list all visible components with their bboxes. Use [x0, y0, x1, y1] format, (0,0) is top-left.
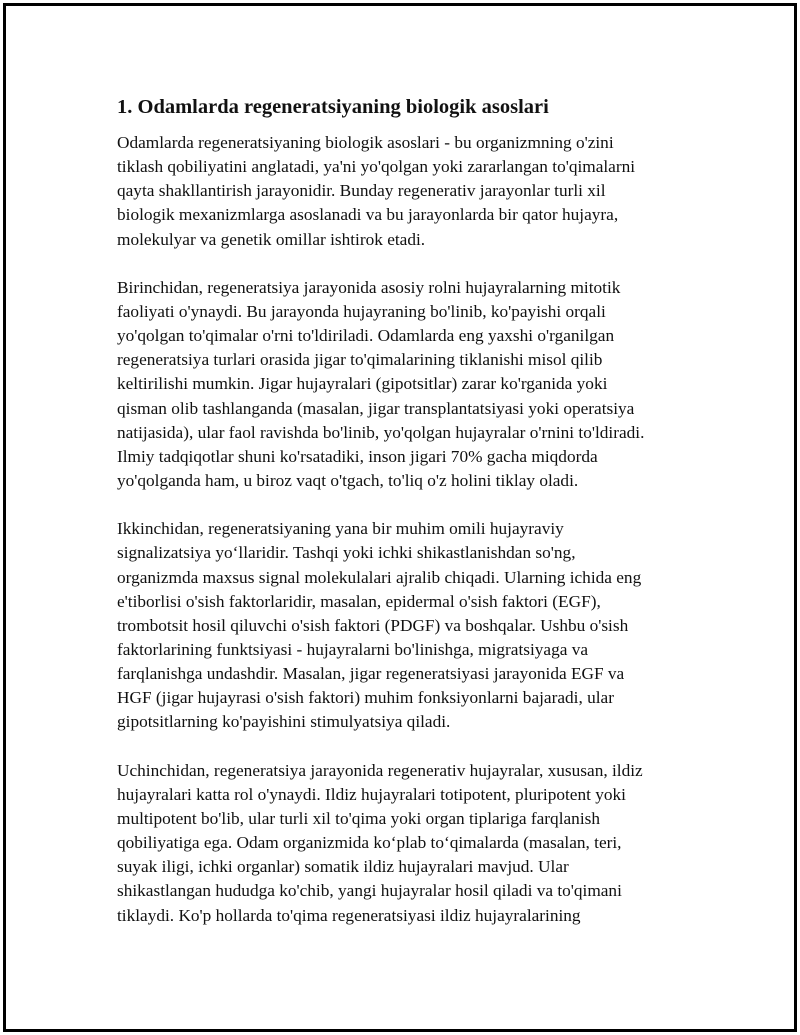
paragraph-third: Uchinchidan, regeneratsiya jarayonida regenerativ hujayralar, xususan, ildiz hujayralari katta rol o'ynaydi. Ildiz hujayralari totipotent, pluripotent yoki multipotent bo'lib, ular turli xil to'qima yoki organ tiplariga farqlanish qobiliyatiga ega. Odam organizmida ko‘plab to‘qimalarda (masalan, teri, suyak iligi, ichki organlar) somatik ildiz hujayralari mavjud. Ular shikastlangan hududga ko'chib, yangi hujayralar hosil qiladi va to'qimani tiklaydi. Ko'p hollarda to'qima regeneratsiyasi ildiz hujayralarining — [117, 760, 643, 925]
section-heading: 1. Odamlarda regeneratsiyaning biologik asoslari — [117, 96, 549, 118]
paragraph-second: Ikkinchidan, regeneratsiyaning yana bir muhim omili hujayraviy signalizatsiya yo‘llaridir. Tashqi yoki ichki shikastlanishdan so'ng, organizmda maxsus signal molekulalari ajralib chiqadi. Ularning ichida eng e'tiborlisi o'sish faktorlaridir, masalan, epidermal o'sish faktori (EGF), trombotsit hosil qiluvchi o'sish faktori (PDGF) va boshqalar. Ushbu o'sish faktorlarining funktsiyasi - hujayralarni bo'linishga, migratsiyaga va farqlanishga undashdir. Masalan, jigar regeneratsiyasi jarayonida EGF va HGF (jigar hujayrasi o'sish faktori) muhim fonksiyonlarni bajaradi, ular gipotsitlarning ko'payishini stimulyatsiya qiladi. — [117, 519, 642, 732]
paragraph-intro: Odamlarda regeneratsiyaning biologik asoslari - bu organizmning o'zini tiklash qobiliyatini anglatadi, ya'ni yo'qolgan yoki zararlangan to'qimalarni qayta shakllantirish jarayonidir. Bunday regenerativ jarayonlar turli xil biologik mexanizmlarga asoslanadi va bu jarayonlarda bir qator hujayra, molekulyar va genetik omillar ishtirok etadi. — [117, 133, 636, 249]
paragraph-first: Birinchidan, regeneratsiya jarayonida asosiy rolni hujayralarning mitotik faoliyati o'ynaydi. Bu jarayonda hujayraning bo'linib, ko'payishi orqali yo'qolgan to'qimalar o'rni to'ldiriladi. Odamlarda eng yaxshi o'rganilgan regeneratsiya turlari orasida jigar to'qimalarining tiklanishi misol qilib keltirilishi mumkin. Jigar hujayralari (gipotsitlar) zarar ko'rganida yoki qisman olib tashlanganda (masalan, jigar transplantatsiyasi yoki operatsiya natijasida), ular faol ravishda bo'linib, yo'qolgan hujayralar o'rnini to'ldiradi. Ilmiy tadqiqotlar shuni ko'rsatadiki, inson jigari 70% gacha miqdorda yo'qolganda ham, u biroz vaqt o'tgach, to'liq o'z holini tiklay oladi. — [117, 277, 645, 491]
document-body — [117, 93, 687, 952]
